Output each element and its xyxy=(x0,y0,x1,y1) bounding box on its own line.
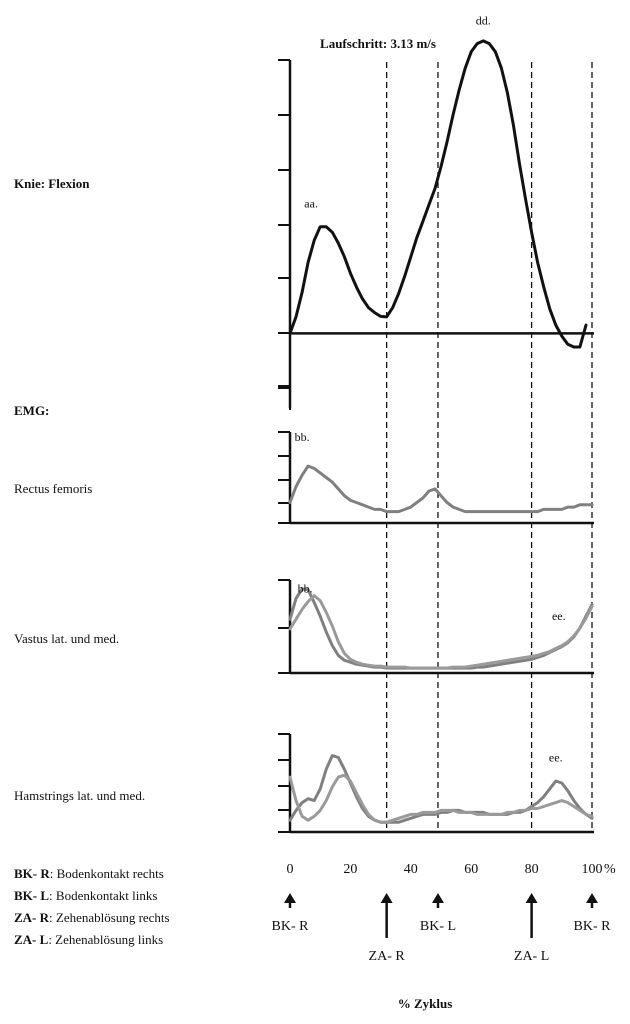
legend-item: ZA- R: Zehenablösung rechts xyxy=(14,910,170,925)
legend-item: BK- L: Bodenkontakt links xyxy=(14,888,158,903)
annotation-label: aa. xyxy=(304,196,318,211)
hamstrings-label: Hamstrings lat. und med. xyxy=(14,788,146,803)
event-label: BK- R xyxy=(271,919,309,934)
annotation-label: ee. xyxy=(548,750,563,765)
annotation-label: ee. xyxy=(551,609,566,624)
x-unit-label: % xyxy=(604,862,616,877)
chart-title: Laufschritt: 3.13 m/s xyxy=(320,36,436,51)
event-label: ZA- L xyxy=(513,949,550,964)
arrow-head xyxy=(526,893,538,903)
annotation-label: bb. xyxy=(297,581,313,596)
x-tick-label: 60 xyxy=(464,862,479,877)
arrow-head xyxy=(432,893,444,903)
x-tick-label: 40 xyxy=(403,862,418,877)
emg-heading: EMG: xyxy=(14,403,50,418)
emg-line xyxy=(290,756,592,823)
arrow-head xyxy=(381,893,393,903)
arrow-head xyxy=(284,893,296,903)
annotation-label: dd. xyxy=(475,13,491,28)
event-label: ZA- R xyxy=(368,949,405,964)
emg-line xyxy=(290,466,592,512)
x-tick-label: 20 xyxy=(343,862,358,877)
emg-line xyxy=(290,589,592,668)
legend-item: ZA- L: Zehenablösung links xyxy=(14,932,164,947)
arrow-head xyxy=(586,893,598,903)
x-axis-label: % Zyklus xyxy=(397,996,453,1011)
emg-line xyxy=(290,775,592,822)
event-label: BK- R xyxy=(573,919,611,934)
x-tick-label: 0 xyxy=(286,862,294,877)
annotation-label: bb. xyxy=(294,430,310,445)
event-label: BK- L xyxy=(419,919,457,934)
rectus-label: Rectus femoris xyxy=(14,481,93,496)
x-tick-label: 80 xyxy=(524,862,539,877)
legend xyxy=(14,866,170,947)
emg-line xyxy=(290,596,592,668)
vastus-label: Vastus lat. und med. xyxy=(14,631,120,646)
legend-item: BK- R: Bodenkontakt rechts xyxy=(14,866,164,881)
knee-panel-label: Knie: Flexion xyxy=(14,176,90,191)
plot-layer xyxy=(272,13,616,964)
x-tick-label: 100 xyxy=(581,862,603,877)
